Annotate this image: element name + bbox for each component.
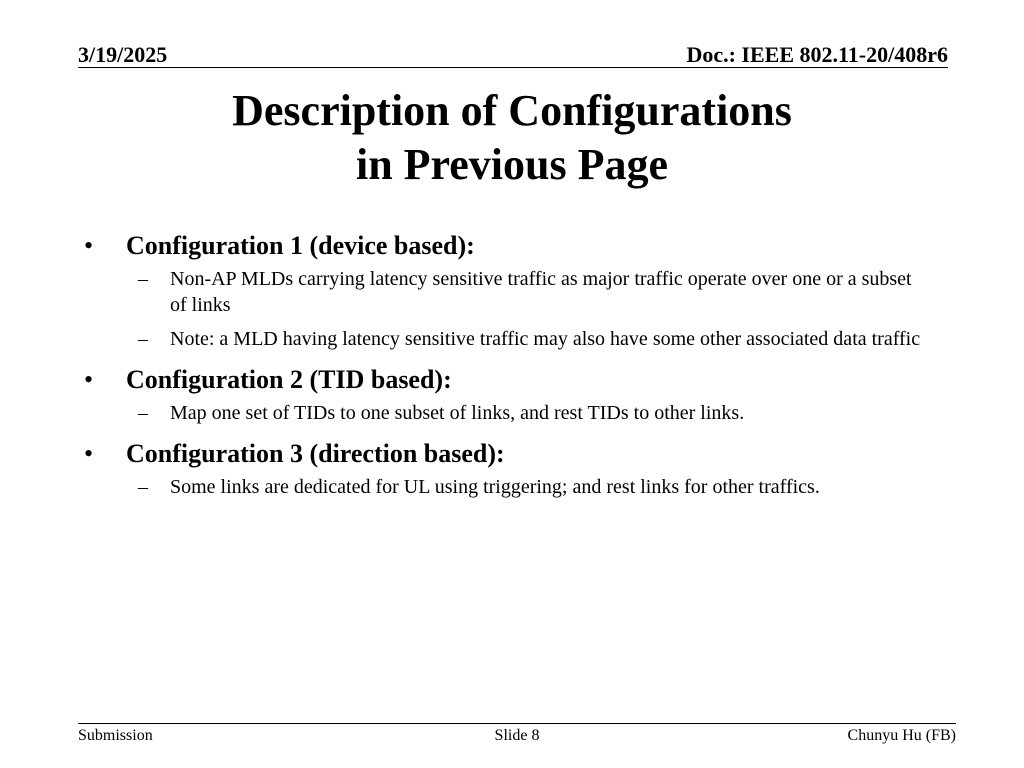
bullet-dot: •	[84, 439, 94, 468]
sub-bullet-dash: –	[138, 476, 148, 498]
sub-bullet-dash: –	[138, 268, 148, 290]
slide-body	[80, 226, 960, 508]
sub-bullet	[80, 400, 960, 426]
header-date: 3/19/2025	[78, 42, 168, 67]
sub-bullet	[80, 474, 960, 500]
bullet-dot: •	[84, 365, 94, 394]
sub-bullet-text: Note: a MLD having latency sensitive traffic may also have some other associated data traffic	[170, 328, 921, 350]
slide-footer	[78, 727, 956, 749]
bullet-label: Configuration 1 (device based):	[126, 231, 475, 260]
slide-title-line-2: in Previous Page	[355, 140, 669, 189]
footer-author: Chunyu Hu (FB)	[847, 727, 956, 744]
slide-title	[0, 84, 1024, 192]
bullet-configuration-3	[80, 434, 960, 474]
bullet-configuration-1	[80, 226, 960, 266]
slide-header	[78, 40, 948, 70]
footer-slide-number: Slide 8	[494, 727, 540, 744]
bullet-label: Configuration 3 (direction based):	[126, 439, 505, 468]
footer-divider	[78, 723, 956, 724]
header-divider	[78, 67, 948, 68]
sub-bullet-dash: –	[138, 328, 148, 350]
bullet-configuration-2	[80, 360, 960, 400]
sub-bullet-text: Some links are dedicated for UL using triggering; and rest links for other traffics.	[170, 476, 820, 498]
sub-bullet-text: Map one set of TIDs to one subset of links, and rest TIDs to other links.	[170, 402, 745, 424]
bullet-label: Configuration 2 (TID based):	[126, 365, 452, 394]
bullet-dot: •	[84, 231, 94, 260]
sub-bullet	[80, 326, 960, 352]
sub-bullet-dash: –	[138, 402, 148, 424]
sub-bullet-text: Non-AP MLDs carrying latency sensitive traffic as major traffic operate over one or a subset of links	[170, 268, 912, 316]
footer-submission: Submission	[78, 727, 153, 744]
slide-title-line-1: Description of Configurations	[232, 86, 792, 135]
sub-bullet	[80, 266, 960, 318]
header-doc-id: Doc.: IEEE 802.11-20/408r6	[686, 42, 948, 67]
